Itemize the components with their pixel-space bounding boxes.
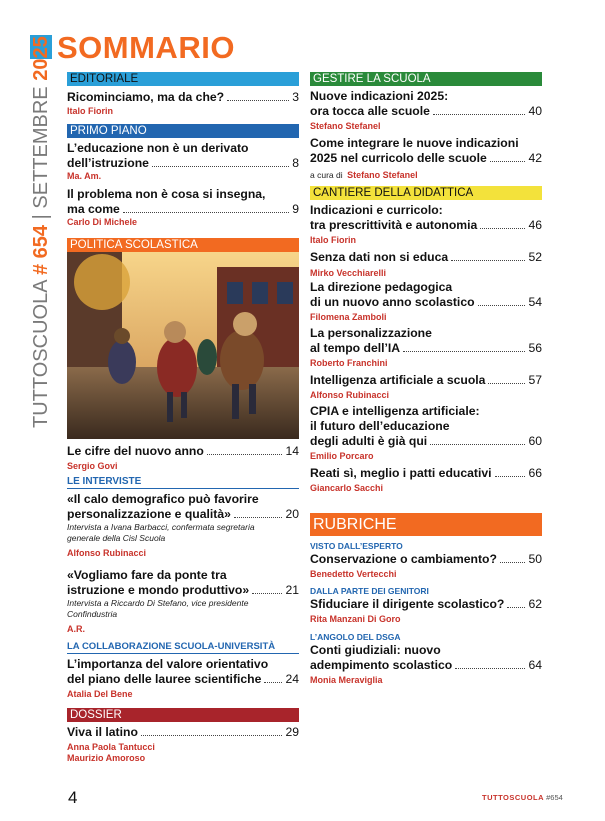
entry-title-line1: Conti giudiziali: nuovo	[310, 643, 441, 657]
toc-entry[interactable]	[67, 725, 299, 764]
entry-title-line1: L’importanza del valore orientativo	[67, 657, 269, 671]
entry-author: Mirko Vecchiarelli	[310, 268, 387, 278]
footer-issue: #654	[546, 793, 563, 802]
spine-year: 2025	[30, 36, 52, 81]
entry-note: Confindustria	[67, 609, 118, 619]
entry-page: 24	[285, 672, 299, 686]
entry-page: 20	[285, 507, 299, 521]
entry-page: 21	[285, 583, 299, 597]
toc-entry[interactable]	[67, 187, 299, 228]
page-title: SOMMARIO	[57, 30, 235, 65]
entry-title-line2: personalizzazione e qualità»	[67, 507, 231, 521]
entry-title-line1: La direzione pedagogica	[310, 280, 453, 294]
rubrica-entry[interactable]	[310, 541, 542, 580]
entry-title: Sfiduciare il dirigente scolastico?	[310, 597, 505, 611]
entry-page: 8	[292, 156, 299, 170]
entry-title-line1: «Vogliamo fare da ponte tra	[67, 568, 227, 582]
toc-entry[interactable]	[67, 141, 299, 182]
entry-note: Intervista a Ivana Barbacci, confermata segretaria	[67, 522, 255, 532]
entry-title: Viva il latino	[67, 725, 138, 739]
entry-title-line2: ora tocca alle scuole	[310, 104, 430, 118]
entry-title-line2: il futuro dell’educazione	[310, 419, 450, 433]
entry-title-line1: Nuove indicazioni 2025:	[310, 89, 449, 103]
spine-magazine: TUTTOSCUOLA	[30, 280, 52, 428]
entry-author: Stefano Stefanel	[310, 121, 381, 131]
toc-entry[interactable]	[310, 203, 542, 246]
section-editoriale	[67, 72, 299, 86]
toc-entry[interactable]	[67, 90, 299, 117]
footer-brand	[482, 793, 563, 802]
entry-title-line2: dell’istruzione	[67, 156, 149, 170]
entry-author: Maurizio Amoroso	[67, 753, 146, 763]
rubrica-label: VISTO DALL’ESPERTO	[310, 541, 403, 551]
entry-title-line1: L’educazione non è un derivato	[67, 141, 249, 155]
toc-entry[interactable]	[67, 444, 299, 472]
section-interviste	[67, 476, 299, 489]
toc-entry[interactable]	[310, 404, 542, 462]
section-gestire	[310, 72, 542, 86]
toc-entry[interactable]	[67, 657, 299, 700]
entry-page: 3	[292, 90, 299, 104]
entry-page: 50	[528, 552, 542, 566]
toc-entry[interactable]	[67, 492, 299, 559]
entry-title-line2: adempimento scolastico	[310, 658, 453, 672]
rubrica-label: L’ANGOLO DEL DSGA	[310, 632, 401, 642]
rubrica-label: DALLA PARTE DEI GENITORI	[310, 586, 429, 596]
entry-title: Le cifre del nuovo anno	[67, 444, 204, 458]
entry-page: 56	[528, 341, 542, 355]
entry-page: 54	[528, 295, 542, 309]
entry-title-line1: La personalizzazione	[310, 326, 432, 340]
section-header-collab: LA COLLABORAZIONE SCUOLA-UNIVERSITÀ	[67, 641, 276, 652]
entry-page: 46	[528, 218, 542, 232]
entry-author: Atalia Del Bene	[67, 689, 133, 699]
entry-title-line2: del piano delle lauree scientifiche	[67, 672, 262, 686]
entry-page: 64	[528, 658, 542, 672]
entry-title-line2: ma come	[67, 202, 120, 216]
entry-author: Filomena Zamboli	[310, 312, 387, 322]
section-header-politica: POLITICA SCOLASTICA	[67, 238, 299, 252]
entry-title-line2: al tempo dell’IA	[310, 341, 401, 355]
entry-page: 29	[285, 725, 299, 739]
entry-note: generale della Cisl Scuola	[67, 533, 166, 543]
section-header-cantiere: CANTIERE DELLA DIDATTICA	[310, 186, 542, 200]
rubrica-entry[interactable]	[310, 632, 542, 686]
section-collab	[67, 641, 299, 654]
section-cantiere	[310, 186, 542, 200]
entry-title-line1: Il problema non è cosa si insegna,	[67, 187, 266, 201]
entry-note: Intervista a Riccardo Di Stefano, vice presidente	[67, 598, 249, 608]
section-header-dossier: DOSSIER	[67, 708, 299, 722]
spine-label	[30, 36, 52, 428]
entry-page: 62	[528, 597, 542, 611]
entry-page: 60	[528, 434, 542, 448]
page-number: 4	[68, 788, 78, 807]
section-header-editoriale: EDITORIALE	[67, 72, 299, 86]
section-header-interviste: LE INTERVISTE	[67, 476, 142, 487]
section-header-rubriche: RUBRICHE	[313, 516, 397, 533]
entry-title-line3: degli adulti è già qui	[310, 434, 428, 448]
entry-title-line1: CPIA e intelligenza artificiale:	[310, 404, 480, 418]
entry-author: Anna Paola Tantucci	[67, 742, 155, 752]
toc-entry[interactable]	[310, 466, 542, 494]
entry-page: 42	[528, 151, 542, 165]
entry-title: Conservazione o cambiamento?	[310, 552, 497, 566]
toc-entry[interactable]	[310, 373, 542, 401]
entry-author: Emilio Porcaro	[310, 451, 374, 461]
entry-title-line1: Indicazioni e curricolo:	[310, 203, 443, 217]
toc-entry[interactable]	[67, 568, 299, 635]
rubrica-entry[interactable]	[310, 586, 542, 625]
section-header-gestire: GESTIRE LA SCUOLA	[310, 72, 542, 86]
section-dossier	[67, 708, 299, 722]
entry-author: Roberto Franchini	[310, 358, 388, 368]
spine-month: SETTEMBRE	[30, 86, 52, 209]
entry-title-line1: Come integrare le nuove indicazioni	[310, 136, 519, 150]
entry-title: Intelligenza artificiale a scuola	[310, 373, 486, 387]
section-primo-piano	[67, 124, 299, 138]
entry-page: 9	[292, 202, 299, 216]
toc-entry[interactable]	[310, 136, 542, 181]
entry-author: Carlo Di Michele	[67, 217, 138, 227]
entry-page: 52	[528, 250, 542, 264]
entry-title-line2: 2025 nel curricolo delle scuole	[310, 151, 487, 165]
entry-author: Stefano Stefanel	[347, 170, 418, 180]
entry-title-line2: di un nuovo anno scolastico	[310, 295, 475, 309]
entry-title-line2: istruzione e mondo produttivo»	[67, 583, 250, 597]
entry-title: Reati sì, meglio i patti educativi	[310, 466, 492, 480]
toc-entry[interactable]	[310, 326, 542, 369]
entry-author: Sergio Govi	[67, 461, 118, 471]
toc-entry[interactable]	[310, 89, 542, 132]
toc-entry[interactable]	[310, 280, 542, 323]
entry-author: Giancarlo Sacchi	[310, 483, 384, 493]
entry-author: Benedetto Vertecchi	[310, 569, 397, 579]
entry-title-line2: tra prescrittività e autonomia	[310, 218, 478, 232]
entry-page: 66	[528, 466, 542, 480]
entry-author: Ma. Am.	[67, 171, 102, 181]
entry-author: Rita Manzani Di Goro	[310, 614, 401, 624]
section-rubriche	[310, 513, 542, 536]
entry-author: Alfonso Rubinacci	[67, 548, 147, 558]
entry-title: Ricominciamo, ma da che?	[67, 90, 225, 104]
entry-author: Alfonso Rubinacci	[310, 390, 390, 400]
entry-author: A.R.	[67, 624, 85, 634]
entry-title-line1: «Il calo demografico può favorire	[67, 492, 259, 506]
entry-page: 14	[285, 444, 299, 458]
section-header-primo-piano: PRIMO PIANO	[67, 124, 299, 138]
entry-page: 40	[528, 104, 542, 118]
section-politica	[67, 238, 299, 252]
toc-entry[interactable]	[310, 250, 542, 279]
entry-author: Italo Fiorin	[67, 106, 113, 116]
cover-photo-children-running	[67, 252, 299, 439]
entry-title: Senza dati non si educa	[310, 250, 449, 264]
footer-brand-name: TUTTOSCUOLA	[482, 793, 545, 802]
entry-author: Monia Meraviglia	[310, 675, 383, 685]
spine-separator: |	[30, 208, 52, 220]
spine-issue: # 654	[30, 224, 52, 275]
entry-page: 57	[528, 373, 542, 387]
entry-author: Italo Fiorin	[310, 235, 356, 245]
entry-cura: a cura di	[310, 170, 343, 180]
